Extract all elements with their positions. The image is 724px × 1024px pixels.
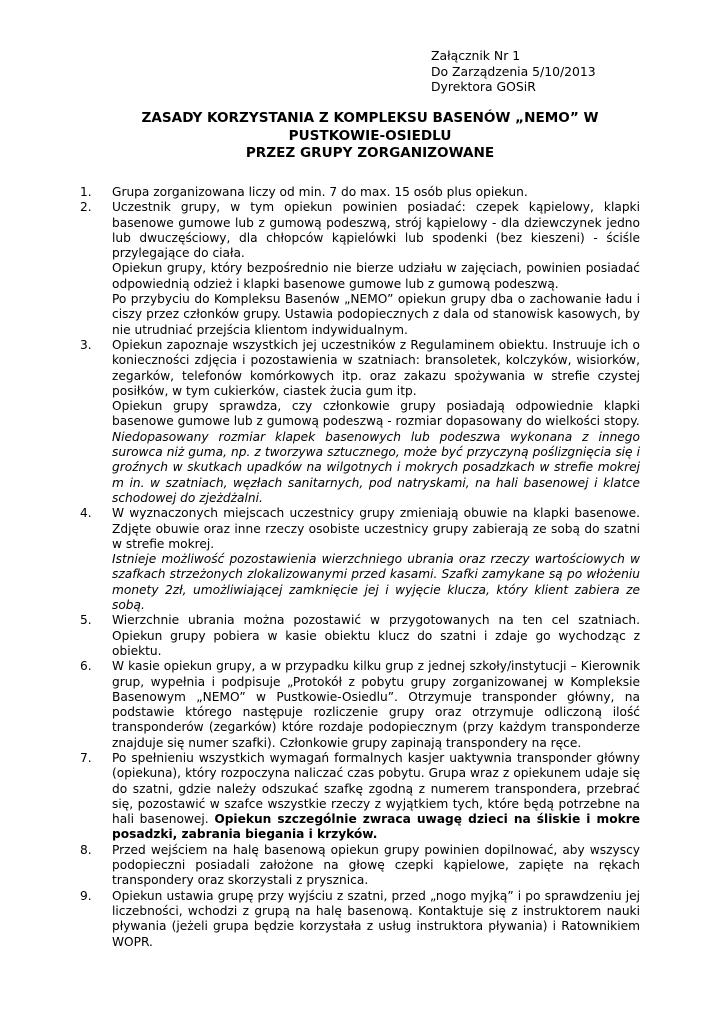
annex-header: [431, 48, 596, 95]
rule-item: [80, 889, 640, 950]
rule-text: Przed wejściem na halę basenową opiekun grupy powinien dopilnować, aby wszyscy podopieczni posiadali założone na głowę czepki kąpielowe, zapięte na rękach transpondery oraz skorzystali z prysznica.: [112, 842, 640, 888]
annex-line: Dyrektora GOSiR: [431, 79, 536, 94]
rule-item: [80, 843, 640, 889]
rule-number: 9.: [80, 888, 92, 903]
rule-text: Po przybyciu do Kompleksu Basenów „NEMO” opiekun grupy dba o zachowanie ładu i ciszy przez członków grupy. Ustawia podopiecznych z dala od stanowisk kasowych, by nie utrudniać przejścia klientom indywidualnym.: [112, 292, 640, 337]
rule-number: 2.: [80, 200, 92, 215]
rule-item: [80, 338, 640, 506]
rule-number: 3.: [80, 337, 92, 352]
rule-text: Opiekun grupy sprawdza, czy członkowie grupy posiadają odpowiednie klapki basenowe gumowe lub z gumową podeszwą - rozmiar dopasowany do wielkości stopy.: [112, 399, 640, 429]
rule-text: Grupa zorganizowana liczy od min. 7 do max. 15 osób plus opiekun.: [112, 185, 528, 199]
rule-number: 8.: [80, 842, 92, 857]
rule-text: Opiekun grupy, który bezpośrednio nie bierze udziału w zajęciach, powinien posiadać odpowiednią odzież i klapki basenowe gumowe lub z gumową podeszwą.: [112, 261, 640, 291]
rule-number: 4.: [80, 506, 92, 521]
rule-emphasis: Opiekun szczególnie zwraca uwagę dzieci na śliskie i mokre posadzki, zabrania biegania i krzyków.: [112, 812, 640, 842]
title-line: ZASADY KORZYSTANIA Z KOMPLEKSU BASENÓW „NEMO” W: [141, 110, 599, 126]
document-title: [100, 110, 640, 163]
rule-item: [80, 506, 640, 613]
rule-item: [80, 200, 640, 338]
rule-item: [80, 613, 640, 659]
rules-list: [80, 185, 640, 950]
rule-number: 6.: [80, 659, 92, 674]
rule-number: 5.: [80, 613, 92, 628]
rule-text: Uczestnik grupy, w tym opiekun powinien posiadać: czepek kąpielowy, klapki basenowe gumowe lub z gumową podeszwą, strój kąpielowy - dla dziewczynek jedno lub dwuczęściowy, dla chłopców kąpielówki lub spodenki (bez kieszeni) - ściśle przylegające do ciała.: [112, 200, 640, 261]
rule-item: [80, 659, 640, 751]
title-line: PRZEZ GRUPY ZORGANIZOWANE: [245, 145, 495, 161]
rule-note: Istnieje możliwość pozostawienia wierzchniego ubrania oraz rzeczy wartościowych w szafkach strzeżonych zlokalizowanymi przed kasami. Szafki zamykane są po włożeniu monety 2zł, umożliwiającej zamknięcie jej i wyjęcie klucza, który klient zabiera ze sobą.: [112, 552, 640, 613]
rule-text: Opiekun ustawia grupę przy wyjściu z szatni, przed „nogo myjką” i po sprawdzeniu jej liczebności, wchodzi z grupą na halę basenową. Kontaktuje się z instruktorem nauki pływania (jeżeli grupa będzie korzystała z usług instruktora pływania) i Ratownikiem WOPR.: [112, 888, 640, 949]
rule-text: W kasie opiekun grupy, a w przypadku kilku grup z jednej szkoły/instytucji – Kierownik grup, wypełnia i podpisuje „Protokół z pobytu grupy zorganizowanej w Kompleksie Basenowym „NEMO” w Pustkowie-Osiedlu”. Otrzymuje transponder główny, na podstawie którego następuje rozliczenie grupy oraz otrzymuje odliczoną ilość transponderów (zegarków) które rozdaje podopiecznym (przy każdym transponderze znajduje się numer szafki). Członkowie grupy zapinają transpondery na ręce.: [112, 659, 640, 750]
rule-text: [112, 751, 640, 843]
rule-note: Niedopasowany rozmiar klapek basenowych lub podeszwa wykonana z innego surowca niż guma, np. z tworzywa sztucznego, może być przyczyną poślizgnięcia się i groźnych w skutkach upadków na wilgotnych i mokrych posadzkach w strefie mokrej m in. w szatniach, węzłach sanitarnych, pod natryskami, na hali basenowej i klatce schodowej do zjeżdżalni.: [112, 429, 640, 505]
rule-item: [80, 751, 640, 843]
annex-line: Do Zarządzenia 5/10/2013: [431, 63, 596, 79]
rule-item: [80, 185, 640, 200]
annex-line: Załącznik Nr 1: [431, 48, 521, 63]
rule-text: W wyznaczonych miejscach uczestnicy grupy zmieniają obuwie na klapki basenowe. Zdjęte obuwie oraz inne rzeczy osobiste uczestnicy grupy zabierają ze sobą do szatni w strefie mokrej.: [112, 506, 640, 551]
rule-text: Opiekun zapoznaje wszystkich jej uczestników z Regulaminem obiektu. Instruuje ich o konieczności zdjęcia i pozostawienia w szatniach: bransoletek, kolczyków, wisiorków, zegarków, telefonów komórkowych itp. oraz zakazu spożywania w strefie czystej posiłków, w tym cukierków, ciastek żucia gum itp.: [112, 337, 640, 398]
rule-number: 1.: [80, 185, 92, 199]
title-line: PUSTKOWIE-OSIEDLU: [288, 127, 452, 144]
rule-text: Wierzchnie ubrania można pozostawić w przygotowanych na ten cel szatniach. Opiekun grupy pobiera w kasie obiektu klucz do szatni i zdaje go wychodząc z obiektu.: [112, 613, 640, 658]
rule-number: 7.: [80, 750, 92, 765]
rule-text-part: Po spełnieniu wszystkich wymagań formalnych kasjer uaktywnia transponder główny (opiekuna), który rozpoczyna naliczać czas pobytu. Grupa wraz z opiekunem udaje się do szatni, gdzie należy odszukać szafkę zgodną z numerem transpondera, przebrać się, pozostawić w szafce wszystkie rzeczy z wyjątkiem tych, które będą potrzebne na hali basenowej.: [112, 750, 640, 827]
